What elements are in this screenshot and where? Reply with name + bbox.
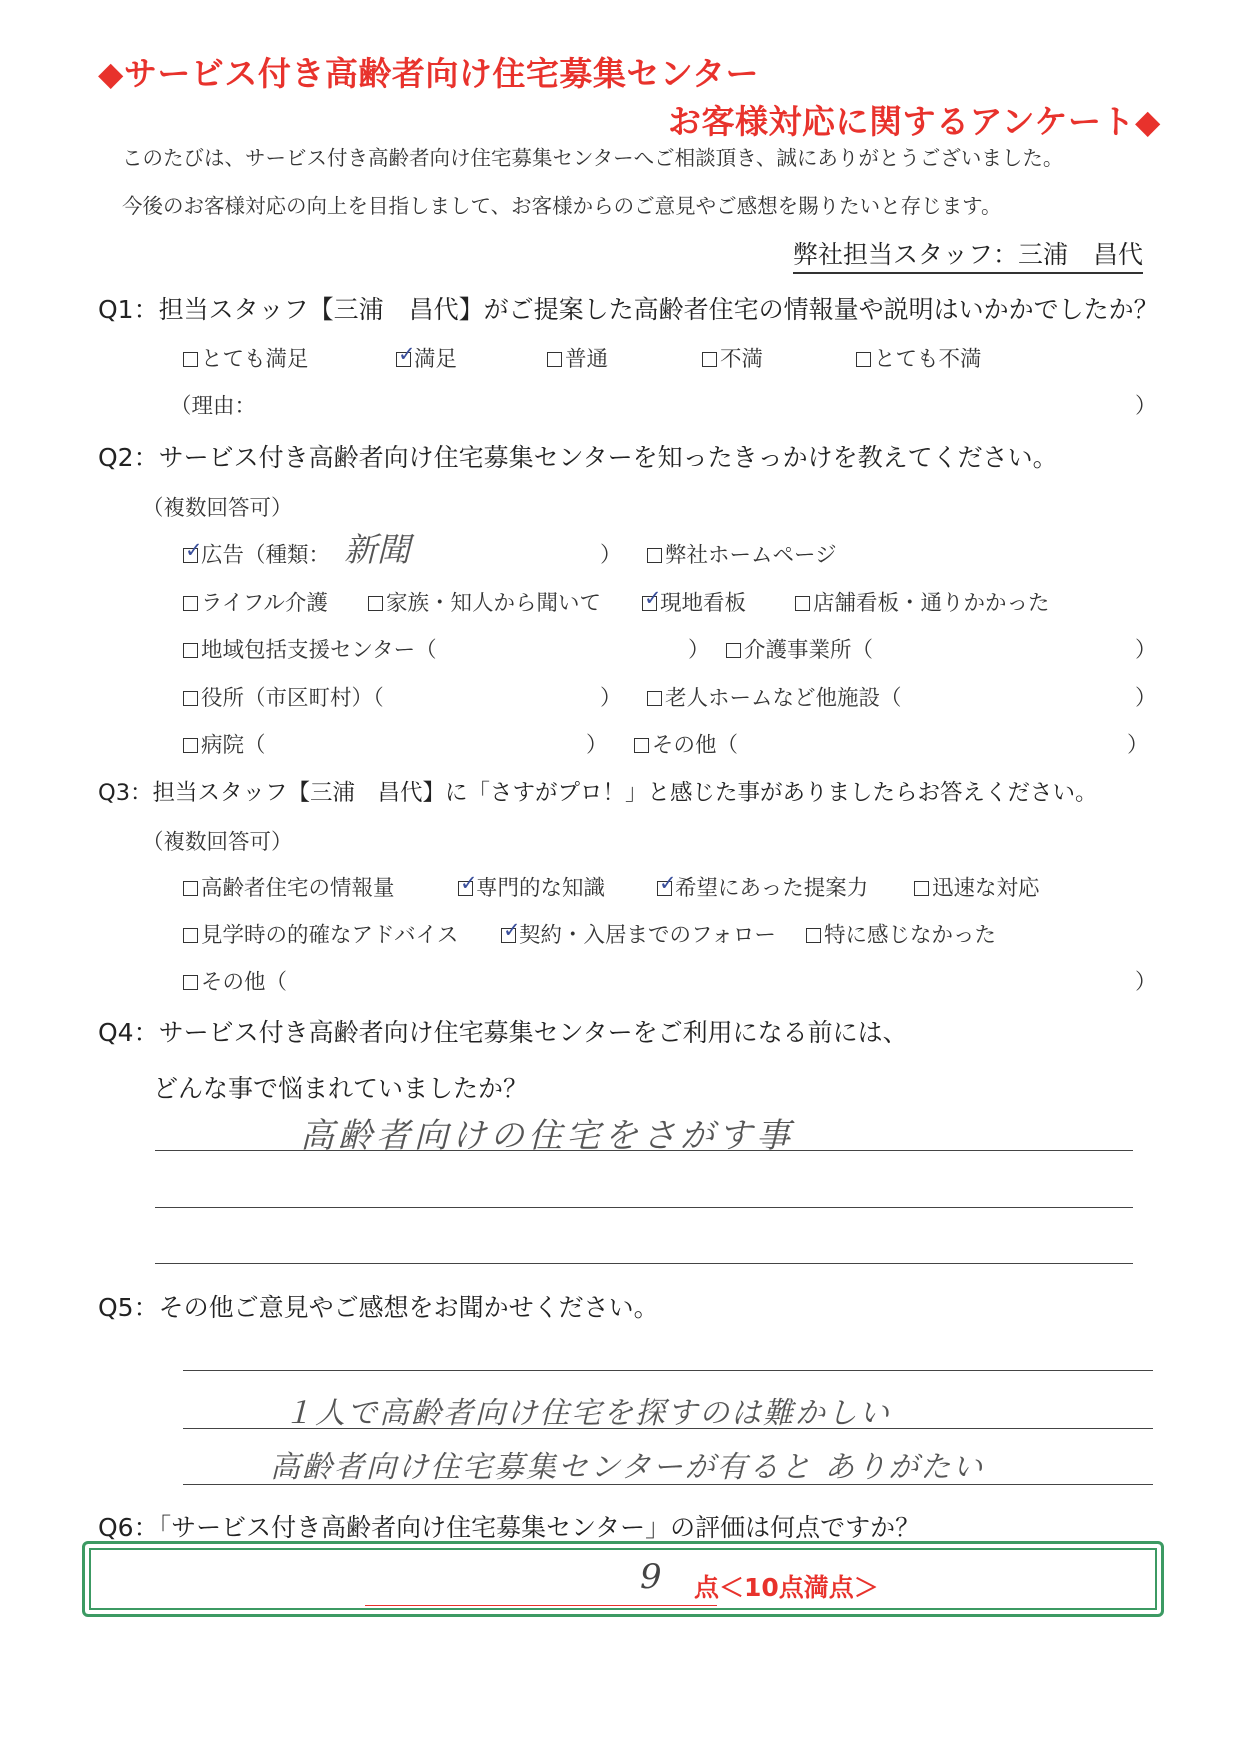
q2-option-support-center[interactable]: 地域包括支援センター（ [183,633,437,664]
q6-question: Q6：「サービス付き高齢者向け住宅募集センター」の評価は何点ですか？ [98,1513,921,1542]
checkbox-checked[interactable] [396,342,416,367]
q3-question: Q3：担当スタッフ【三浦 昌代】に「さすがプロ！」と感じた事がありましたらお答えください。 [98,780,1098,806]
q4-answer: 高齢者向けの住宅をさがす事 [300,1116,794,1156]
answer-line [155,1263,1133,1264]
q2-option-other-facility[interactable]: 老人ホームなど他施設（ [647,681,902,712]
q3-option-followup[interactable]: ✓ 契約・入居までのフォロー [503,918,776,948]
checkbox-checked[interactable] [657,871,677,896]
q1-reason-close: ） [1135,394,1157,419]
q5-answer-line-1: １人で高齢者向け住宅を探すのは難かしい [283,1396,891,1431]
q3-option-quick[interactable]: 迅速な対応 [914,871,1040,902]
q5-answer-line-2: 高齢者向け住宅募集センターが有ると ありがたい [270,1450,985,1485]
q1-option-satisfied[interactable]: ✓ 満足 [398,342,458,372]
q2-option-store-sign[interactable]: 店舗看板・通りかかった [795,586,1050,617]
checkbox-checked[interactable] [642,586,662,611]
checkbox[interactable] [368,596,383,611]
q5-question: Q5：その他ご意見やご感想をお聞かせください。 [98,1293,659,1322]
checkbox[interactable] [647,691,662,706]
q2-option-other[interactable]: その他（ [634,728,738,759]
q3-multi-note: （複数回答可） [142,830,293,855]
checkbox[interactable] [183,643,198,658]
check-mark-icon: ✓ [185,538,203,562]
checkbox[interactable] [914,881,929,896]
q2-ad-answer: 新聞 [344,530,410,569]
q1-question: Q1：担当スタッフ【三浦 昌代】がご提案した高齢者住宅の情報量や説明はいかかでしたか？ [98,295,1159,324]
q2-question: Q2：サービス付き高齢者向け住宅募集センターを知ったきっかけを教えてください。 [98,443,1058,472]
checkbox[interactable] [702,352,717,367]
q1-reason-label: （理由： [170,394,257,419]
checkbox[interactable] [806,928,821,943]
checkbox[interactable] [795,596,810,611]
q2-option-city-office[interactable]: 役所（市区町村）（ [183,681,384,712]
answer-line [183,1484,1153,1485]
score-underline [365,1605,717,1606]
answer-line [155,1150,1133,1151]
q2-option-ad[interactable]: ✓ 広告（種類： [185,538,331,568]
q1-option-dissatisfied[interactable]: 不満 [702,342,763,373]
q4-question-line-1: Q4：サービス付き高齢者向け住宅募集センターをご利用になる前には、 [98,1018,908,1047]
q2-city-office-close: ） [600,686,622,711]
q2-option-lifull[interactable]: ライフル介護 [183,586,328,617]
checkbox[interactable] [183,691,198,706]
checkbox-checked[interactable] [183,538,203,563]
q3-option-advice[interactable]: 見学時の的確なアドバイス [183,918,458,949]
q4-question-line-2: どんな事で悩まれていましたか？ [153,1074,529,1103]
q2-option-homepage[interactable]: 弊社ホームページ [647,538,837,569]
checkbox[interactable] [726,643,741,658]
checkbox[interactable] [183,352,198,367]
checkbox[interactable] [183,881,198,896]
q2-option-family[interactable]: 家族・知人から聞いて [368,586,601,617]
q3-other-close: ） [1135,970,1157,995]
answer-line [183,1370,1153,1371]
score-suffix: 点＜10点満点＞ [694,1573,879,1602]
staff-name: 弊社担当スタッフ：三浦 昌代 [793,235,1143,274]
title-line-2: お客様対応に関するアンケート◆ [668,102,1161,141]
q3-option-info[interactable]: 高齢者住宅の情報量 [183,871,395,902]
answer-line [183,1428,1153,1429]
checkbox[interactable] [183,975,198,990]
q1-option-normal[interactable]: 普通 [547,342,608,373]
intro-line-2: 今後のお客様対応の向上を目指しまして、お客様からのご意見やご感想を賜りたいと存じます。 [122,194,1002,218]
title-line-1: ◆サービス付き高齢者向け住宅募集センター [98,54,760,93]
intro-line-1: このたびは、サービス付き高齢者向け住宅募集センターへご相談頂き、誠にありがとうございました。 [122,146,1064,170]
q2-other-facility-close: ） [1135,686,1157,711]
check-mark-icon: ✓ [398,342,416,366]
q2-option-hospital[interactable]: 病院（ [183,728,266,759]
checkbox[interactable] [183,928,198,943]
checkbox[interactable] [647,548,662,563]
q2-other-close: ） [1127,733,1149,758]
q2-multi-note: （複数回答可） [142,496,293,521]
checkbox-checked[interactable] [501,918,521,943]
q2-hospital-close: ） [586,733,608,758]
q3-option-proposal[interactable]: ✓ 希望にあった提案力 [659,871,869,901]
checkbox-checked[interactable] [458,871,478,896]
answer-line [155,1207,1133,1208]
q2-option-site-sign[interactable]: ✓ 現地看板 [644,586,747,616]
checkbox[interactable] [183,738,198,753]
q2-option-care-office[interactable]: 介護事業所（ [726,633,873,664]
q3-option-knowledge[interactable]: ✓ 専門的な知識 [460,871,606,901]
checkbox[interactable] [634,738,649,753]
checkbox[interactable] [183,596,198,611]
checkbox[interactable] [856,352,871,367]
q2-care-office-close: ） [1135,638,1157,663]
q1-option-very-dissatisfied[interactable]: とても不満 [856,342,982,373]
q2-ad-close: ） [600,543,622,568]
q2-support-center-close: ） [688,638,710,663]
check-mark-icon: ✓ [503,918,521,942]
checkbox[interactable] [547,352,562,367]
q1-option-very-satisfied[interactable]: とても満足 [183,342,309,373]
check-mark-icon: ✓ [644,586,662,610]
q3-option-none[interactable]: 特に感じなかった [806,918,996,949]
check-mark-icon: ✓ [460,871,478,895]
check-mark-icon: ✓ [659,871,677,895]
score-value[interactable]: 9 [640,1557,662,1597]
q3-option-other[interactable]: その他（ [183,965,287,996]
